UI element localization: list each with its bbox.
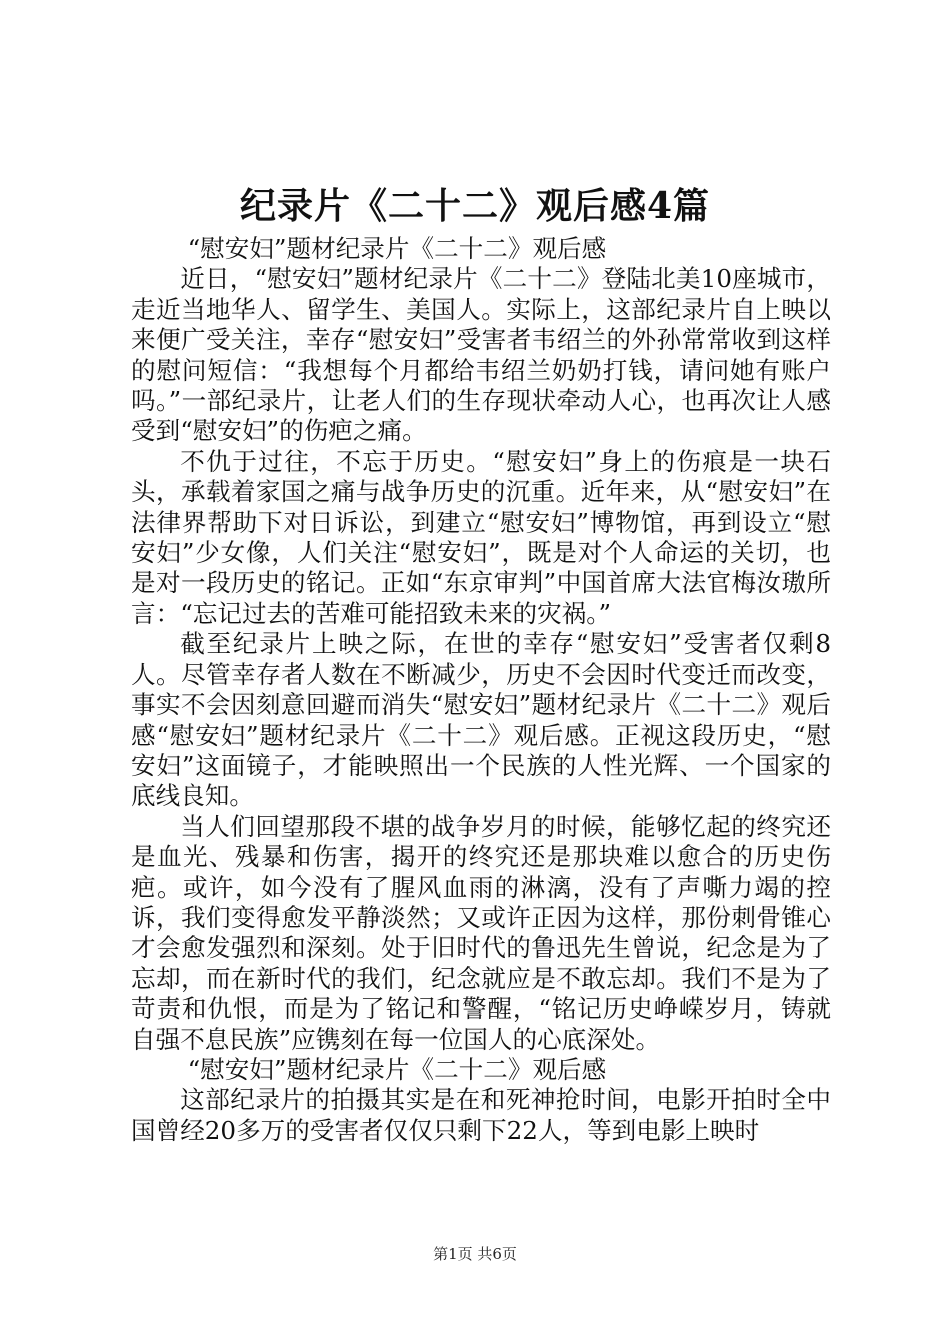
body-paragraph: 不仇于过往，不忘于历史。“慰安妇”身上的伤痕是一块石头，承载着家国之痛与战争历史的沉重。近年来，从“慰安妇”在法律界帮助下对日诉讼，到建立“慰安妇”博物馆，再到设立“慰安妇”少女像，人们关注“慰安妇”，既是对个人命运的关切，也是对一段历史的铭记。正如“东京审判”中国首席大法官梅汝璈所言：“忘记过去的苦难可能招致未来的灾祸。” — [131, 446, 831, 628]
body-paragraph: 当人们回望那段不堪的战争岁月的时候，能够忆起的终究还是血光、残暴和伤害，揭开的终究还是那块难以愈合的历史伤疤。或许，如今没有了腥风血雨的淋漓，没有了声嘶力竭的控诉，我们变得愈发平静淡然；又或许正因为这样，那份刺骨锥心才会愈发强烈和深刻。处于旧时代的鲁迅先生曾说，纪念是为了忘却，而在新时代的我们，纪念就应是不敢忘却。我们不是为了苛责和仇恨，而是为了铭记和警醒，“铭记历史峥嵘岁月，铸就自强不息民族”应镌刻在每一位国人的心底深处。 — [131, 811, 831, 1054]
body-paragraph: 截至纪录片上映之际，在世的幸存“慰安妇”受害者仅剩8人。尽管幸存者人数在不断减少，历史不会因时代变迁而改变，事实不会因刻意回避而消失“慰安妇”题材纪录片《二十二》观后感“慰安妇”题材纪录片《二十二》观后感。正视这段历史，“慰安妇”这面镜子，才能映照出一个民族的人性光辉、一个国家的底线良知。 — [131, 629, 831, 811]
section-subheading: “慰安妇”题材纪录片《二十二》观后感 — [187, 1054, 607, 1084]
document-title: 纪录片《二十二》观后感4篇 — [239, 185, 711, 227]
document-body — [131, 234, 831, 1146]
page-number-footer: 第1页 共6页 — [433, 1245, 517, 1263]
body-paragraph: 这部纪录片的拍摄其实是在和死神抢时间，电影开拍时全中国曾经20多万的受害者仅仅只剩下22人，等到电影上映时 — [131, 1085, 831, 1145]
body-paragraph: 近日，“慰安妇”题材纪录片《二十二》登陆北美10座城市，走近当地华人、留学生、美国人。实际上，这部纪录片自上映以来便广受关注，幸存“慰安妇”受害者韦绍兰的外孙常常收到这样的慰问短信：“我想每个月都给韦绍兰奶奶打钱，请问她有账户吗。”一部纪录片，让老人们的生存现状牵动人心，也再次让人感受到“慰安妇”的伤疤之痛。 — [131, 264, 831, 446]
section-subheading: “慰安妇”题材纪录片《二十二》观后感 — [187, 234, 607, 263]
